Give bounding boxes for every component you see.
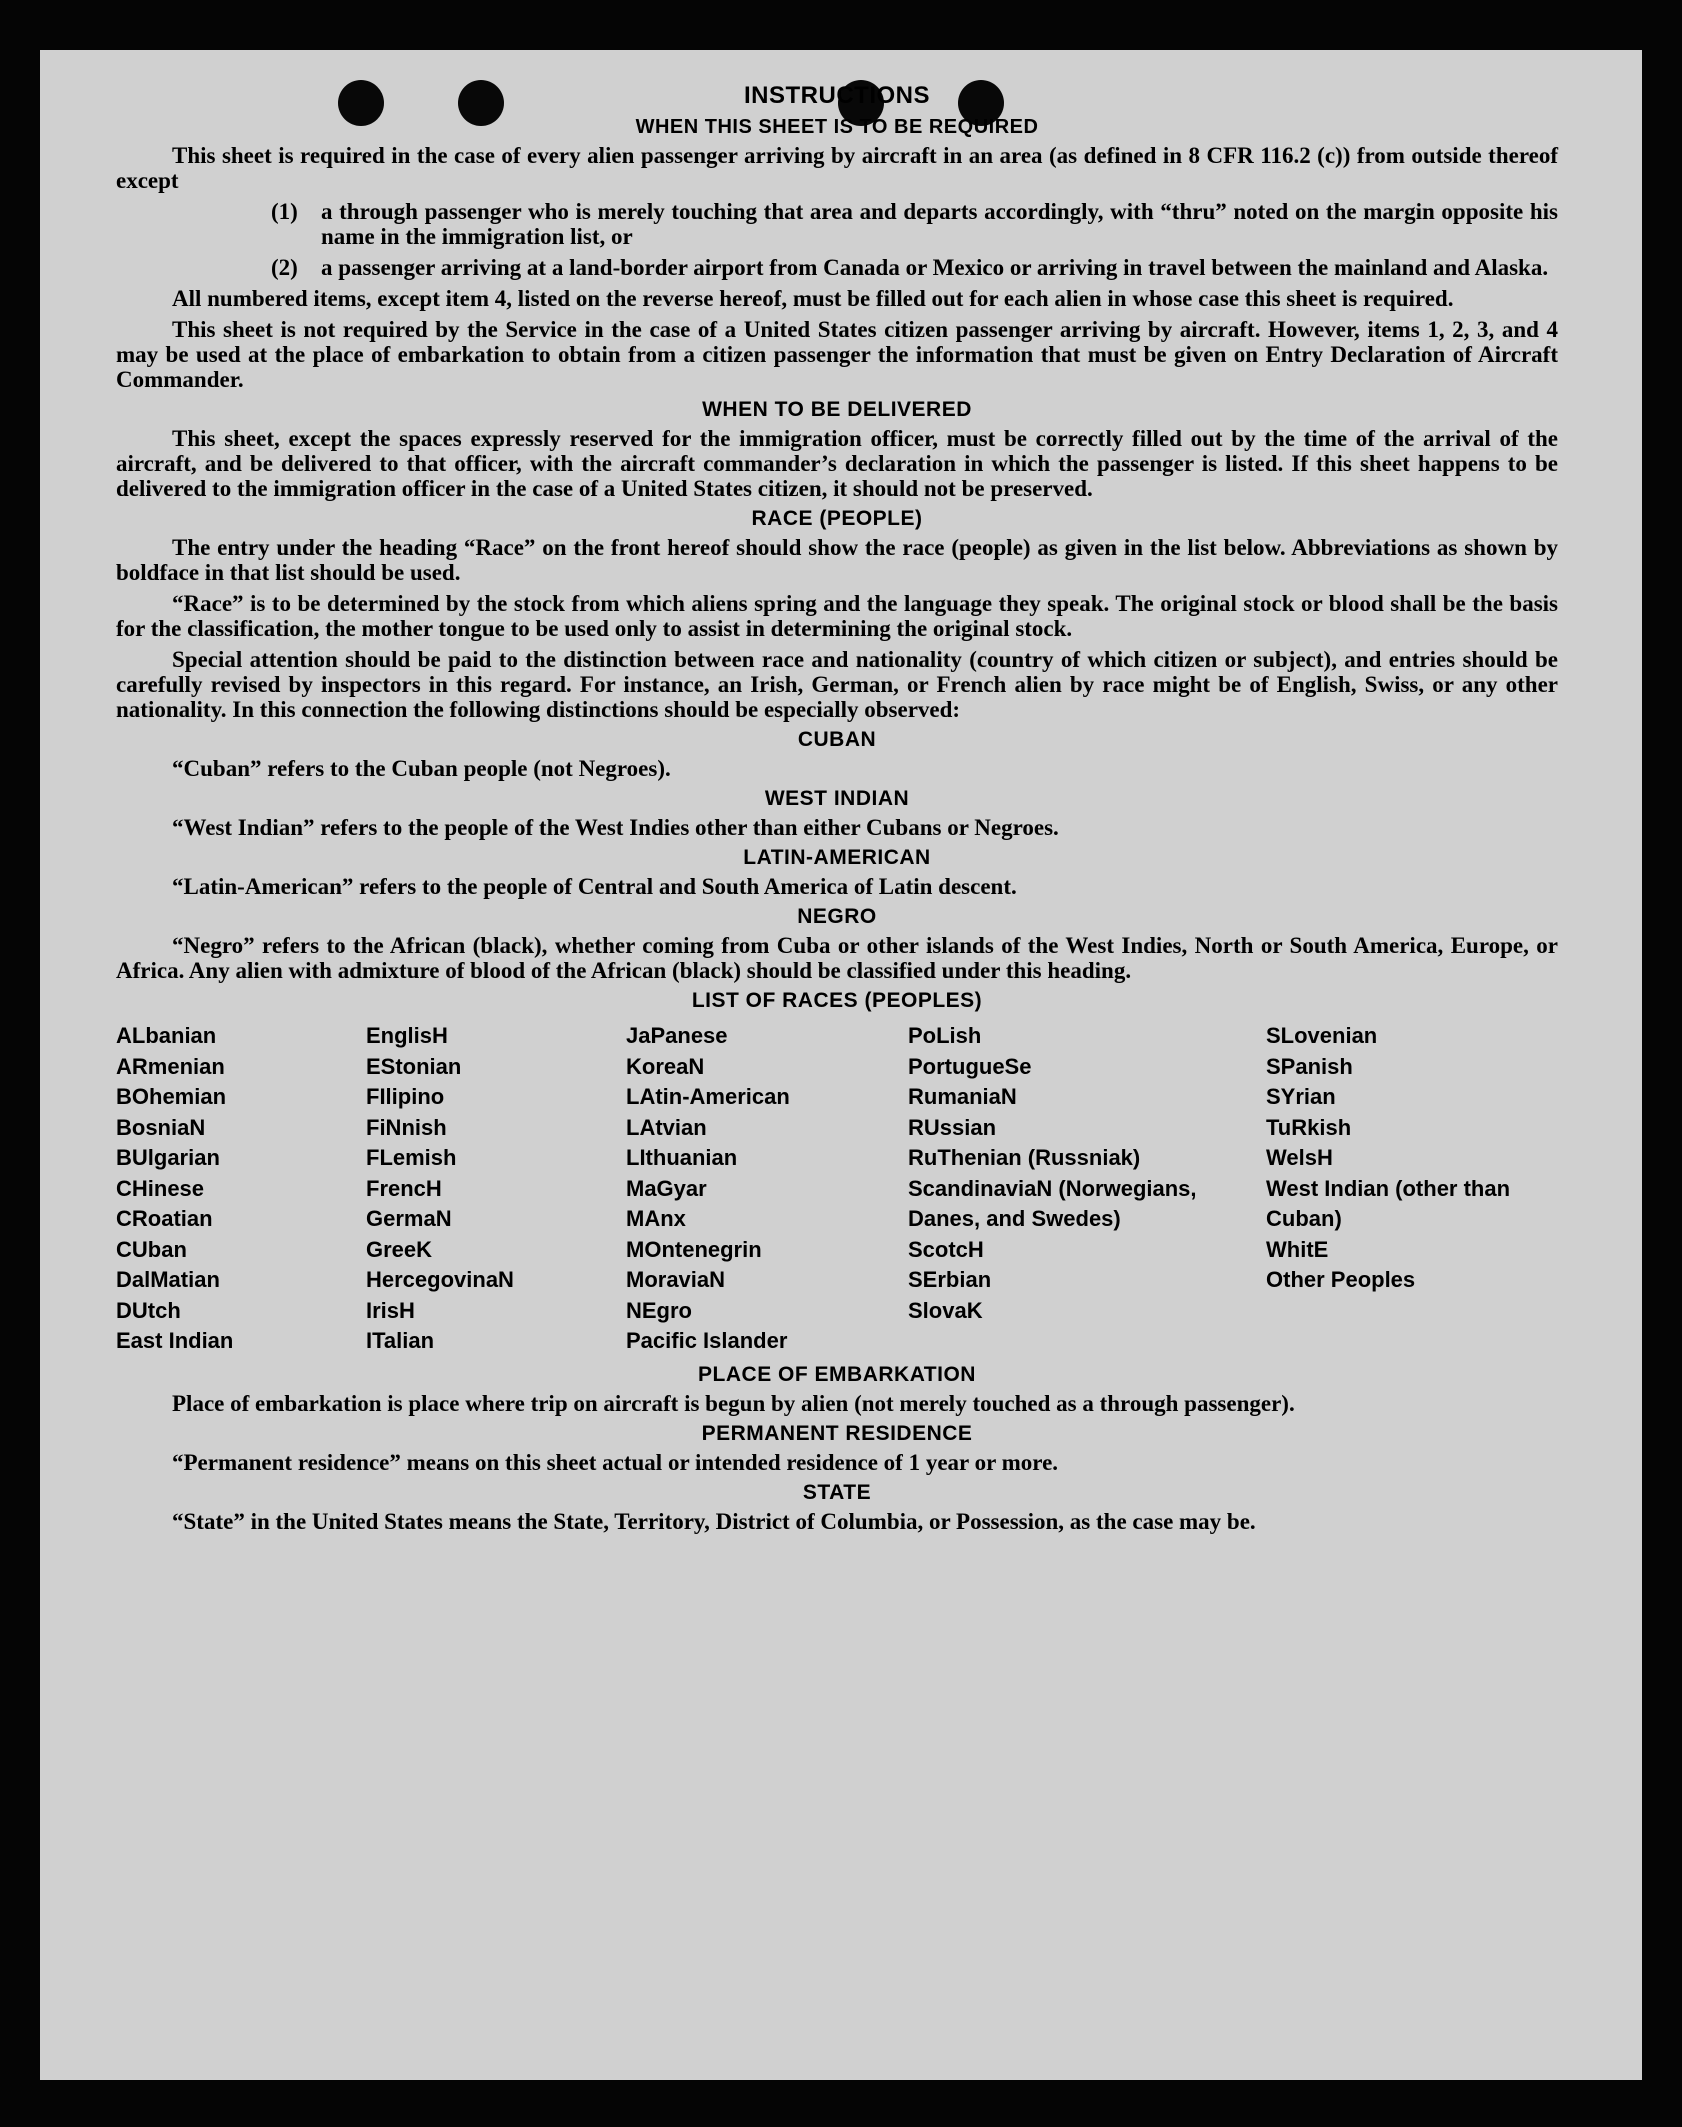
race-entry: West Indian (other than Cuban)	[1266, 1175, 1511, 1231]
race-entry: East Indian	[116, 1328, 234, 1353]
race-entry: FIlipino	[366, 1084, 445, 1109]
race-entry: MOntenegrin	[626, 1236, 762, 1262]
race-entry: BOhemian	[116, 1084, 227, 1109]
heading-latin-american: LATIN-AMERICAN	[743, 846, 931, 869]
heading-race: RACE (PEOPLE)	[751, 507, 923, 530]
race-entry: FLemish	[366, 1145, 457, 1170]
races-column-4	[908, 1021, 1266, 1357]
race-entry: SYrian	[1266, 1084, 1336, 1109]
delivered-paragraph: This sheet, except the spaces expressly reserved for the immigration officer, must be correctly filled out by the time of the arrival of the aircraft, and be delivered to that officer, with the aircraft commander’s declaration in which the passenger is listed. If this sheet happens to be delivered to the immigration officer in the case of a United States citizen, it should not be preserved.	[116, 426, 1558, 501]
race-entry: WelsH	[1266, 1145, 1333, 1170]
race-entry: Pacific Islander	[626, 1328, 788, 1353]
race-paragraph-2: “Race” is to be determined by the stock from which aliens spring and the language they speak. The original stock or blood shall be the basis for the classification, the mother tongue to be used only to assist in determining the original stock.	[116, 591, 1558, 641]
race-entry: ScotcH	[908, 1236, 984, 1262]
race-paragraph-3: Special attention should be paid to the distinction between race and nationality (country of which citizen or subject), and entries should be carefully revised by inspectors in this regard. For instance, an Irish, German, or French alien by race might be of English, Swiss, or any other nationality. In this connection the following distinctions should be especially observed:	[116, 647, 1558, 722]
race-entry: FrencH	[366, 1175, 442, 1201]
race-entry: JaPanese	[626, 1023, 728, 1048]
heading-delivered: WHEN TO BE DELIVERED	[702, 398, 972, 421]
race-entry: ITalian	[366, 1328, 435, 1353]
race-entry: BUlgarian	[116, 1145, 220, 1170]
exception-number: (1)	[271, 199, 298, 224]
race-entry: NEgro	[626, 1297, 692, 1323]
exception-text: a passenger arriving at a land-border airport from Canada or Mexico or arriving in travel between the mainland and Alaska.	[321, 255, 1549, 280]
negro-paragraph: “Negro” refers to the African (black), whether coming from Cuba or other islands of the West Indies, North or South America, Europe, or Africa. Any alien with admixture of blood of the African (black) should be classified under this heading.	[116, 933, 1558, 983]
heading-negro: NEGRO	[797, 905, 877, 928]
races-column-5	[1266, 1021, 1558, 1357]
heading-embarkation: PLACE OF EMBARKATION	[698, 1362, 976, 1386]
state-paragraph: “State” in the United States means the State, Territory, District of Columbia, or Possession, as the case may be.	[172, 1508, 1256, 1534]
residence-paragraph: “Permanent residence” means on this sheet actual or intended residence of 1 year or more.	[172, 1449, 1059, 1475]
races-column-3	[626, 1021, 908, 1357]
race-entry: FiNnish	[366, 1114, 447, 1140]
race-entry: IrisH	[366, 1297, 415, 1323]
exception-item-1	[116, 199, 1558, 249]
race-entry: SErbian	[908, 1267, 992, 1292]
races-list	[116, 1021, 1558, 1357]
race-entry: ARmenian	[116, 1053, 225, 1079]
race-entry: Other Peoples	[1266, 1267, 1416, 1292]
exception-number: (2)	[271, 255, 298, 280]
race-entry: LAtin-American	[626, 1084, 790, 1109]
exception-item-2	[116, 255, 1558, 280]
race-entry: ALbanian	[116, 1023, 217, 1048]
race-entry: MoraviaN	[626, 1267, 726, 1292]
latin-american-paragraph: “Latin-American” refers to the people of Central and South America of Latin descent.	[172, 874, 1017, 899]
heading-residence: PERMANENT RESIDENCE	[701, 1421, 973, 1445]
race-entry: WhitE	[1266, 1236, 1329, 1262]
race-entry: PortugueSe	[908, 1053, 1032, 1079]
instructions-content	[116, 82, 1558, 1540]
race-entry: MaGyar	[626, 1175, 707, 1201]
race-entry: MAnx	[626, 1206, 686, 1231]
race-entry: CRoatian	[116, 1206, 213, 1231]
heading-list-of-races: LIST OF RACES (PEOPLES)	[691, 989, 983, 1012]
race-entry: SlovaK	[908, 1297, 983, 1323]
race-entry: KoreaN	[626, 1053, 705, 1079]
race-entry: BosniaN	[116, 1114, 206, 1140]
heading-cuban: CUBAN	[797, 728, 877, 751]
races-column-2	[366, 1021, 626, 1357]
race-entry: SLovenian	[1266, 1023, 1378, 1048]
race-entry: CHinese	[116, 1175, 205, 1201]
race-entry: EnglisH	[366, 1023, 448, 1048]
heading-west-indian: WEST INDIAN	[764, 787, 910, 810]
race-entry: DalMatian	[116, 1267, 220, 1292]
race-entry: RuThenian (Russniak)	[908, 1145, 1141, 1170]
heading-state: STATE	[802, 1480, 872, 1504]
race-entry: DUtch	[116, 1297, 181, 1323]
cuban-paragraph: “Cuban” refers to the Cuban people (not Negroes).	[172, 756, 671, 781]
race-entry: ScandinaviaN (Norwegians, Danes, and Swedes)	[908, 1175, 1197, 1231]
race-entry: RumaniaN	[908, 1084, 1017, 1109]
race-entry: LIthuanian	[626, 1145, 738, 1170]
race-entry: EStonian	[366, 1053, 462, 1079]
race-entry: HercegovinaN	[366, 1267, 514, 1292]
heading-required: WHEN THIS SHEET IS TO BE REQUIRED	[635, 116, 1039, 138]
race-entry: TuRkish	[1266, 1114, 1352, 1140]
race-entry: GermaN	[366, 1206, 452, 1231]
race-paragraph-1: The entry under the heading “Race” on the front hereof should show the race (people) as given in the list below. Abbreviations as shown by boldface in that list should be used.	[116, 535, 1558, 585]
embarkation-paragraph: Place of embarkation is place where trip on aircraft is begun by alien (not merely touched as a through passenger).	[172, 1390, 1295, 1416]
race-entry: SPanish	[1266, 1053, 1353, 1079]
required-paragraph-3: This sheet is not required by the Service in the case of a United States citizen passenger arriving by aircraft. However, items 1, 2, 3, and 4 may be used at the place of embarkation to obtain from a citizen passenger the information that must be given on Entry Declaration of Aircraft Commander.	[116, 317, 1558, 392]
race-entry: RUssian	[908, 1114, 997, 1140]
races-column-1	[116, 1021, 366, 1357]
required-paragraph-2: All numbered items, except item 4, listed on the reverse hereof, must be filled out for each alien in whose case this sheet is required.	[172, 286, 1454, 311]
race-entry: GreeK	[366, 1236, 433, 1262]
race-entry: CUban	[116, 1236, 187, 1262]
exception-text: a through passenger who is merely touching that area and departs accordingly, with “thru” noted on the margin opposite his name in the immigration list, or	[321, 199, 1558, 249]
race-entry: LAtvian	[626, 1114, 707, 1140]
race-entry: PoLish	[908, 1023, 982, 1048]
west-indian-paragraph: “West Indian” refers to the people of the West Indies other than either Cubans or Negroes.	[172, 815, 1059, 840]
page-title: INSTRUCTIONS	[744, 82, 930, 109]
required-paragraph-1: This sheet is required in the case of every alien passenger arriving by aircraft in an area (as defined in 8 CFR 116.2 (c)) from outside thereof except	[116, 143, 1558, 193]
